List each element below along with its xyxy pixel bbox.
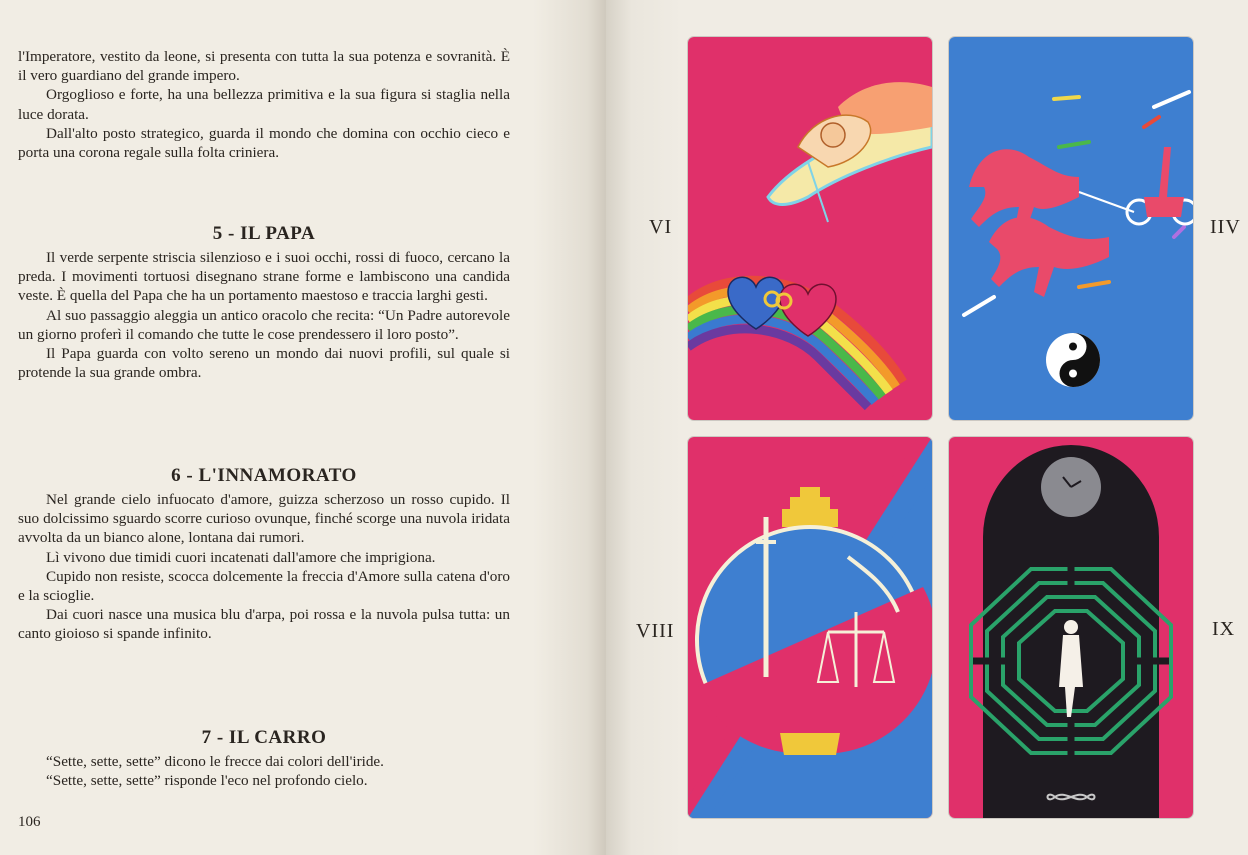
papa-paragraph-3: Il Papa guarda con volto sereno un mondo dai nuovi profili, sul quale si protende la sua grande ombra. [18, 345, 510, 382]
section-text-innamorato [18, 490, 510, 644]
section-heading-carro: 7 - IL CARRO [201, 727, 327, 748]
card-numeral-iiv: IIV [1210, 216, 1241, 238]
intro-paragraph-3: Dall'alto posto strategico, guarda il mondo che domina con occhio cieco e porta una corona regale sulla folta criniera. [18, 124, 510, 162]
intro-paragraph-1: l'Imperatore, vestito da leone, si presenta con tutta la sua potenza e sovranità. È il vero guardiano del grande impero. [18, 48, 510, 85]
innamorato-paragraph-3: Cupido non resiste, scocca dolcemente la freccia d'Amore sulla catena d'oro e la scioglie. [18, 567, 510, 605]
hermit-card-art [949, 437, 1193, 818]
section-text-carro [18, 752, 510, 790]
card-numeral-viii: VIII [636, 620, 675, 642]
tarot-card-justice [688, 437, 932, 818]
page-number: 106 [18, 814, 41, 830]
section-heading-innamorato: 6 - L'INNAMORATO [171, 465, 357, 486]
innamorato-paragraph-1: Nel grande cielo infuocato d'amore, guizza scherzoso un rosso cupido. Il suo dolcissimo sguardo scorre curioso ovunque, finché scorge una nuvola iridata avvolta da un bianco alone, lontana dai rumori. [18, 491, 510, 547]
right-page [606, 0, 1248, 855]
left-page [0, 0, 606, 855]
tarot-card-hermit [949, 437, 1193, 818]
papa-paragraph-2: Al suo passaggio aleggia un antico oracolo che recita: “Un Padre autorevole un giorno proferì il comando che tutte le cose prendessero il loro posto”. [18, 306, 510, 343]
papa-paragraph-1: Il verde serpente striscia silenzioso e i suoi occhi, rossi di fuoco, cercano la preda. I movimenti tortuosi disegnano strane forme e lambiscono una candida veste. È quella del Papa che ha un portamento maestoso e traccia larghi gesti. [18, 249, 510, 305]
innamorato-paragraph-4: Dai cuori nasce una musica blu d'arpa, poi rossa e la nuvola pulsa tutta: un canto gioioso si spande infinito. [18, 606, 510, 643]
justice-card-art [688, 437, 932, 818]
carro-paragraph-2: “Sette, sette, sette” risponde l'eco nel profondo cielo. [46, 772, 368, 790]
innamorato-paragraph-2: Lì vivono due timidi cuori incatenati dall'amore che imprigiona. [46, 548, 436, 566]
card-numeral-ix: IX [1212, 618, 1236, 640]
intro-text [18, 47, 510, 162]
section-heading-papa: 5 - IL PAPA [212, 223, 316, 244]
tarot-card-lovers [688, 37, 932, 420]
card-numeral-vi: VI [649, 216, 673, 238]
carro-paragraph-1: “Sette, sette, sette” dicono le frecce dai colori dell'iride. [46, 753, 384, 770]
section-text-papa [18, 248, 510, 382]
tarot-card-chariot [949, 37, 1193, 420]
lovers-card-art [688, 37, 932, 420]
chariot-card-art [949, 37, 1193, 420]
intro-paragraph-2: Orgoglioso e forte, ha una bellezza primitiva e la sua figura si staglia nella luce dorata. [18, 86, 510, 123]
